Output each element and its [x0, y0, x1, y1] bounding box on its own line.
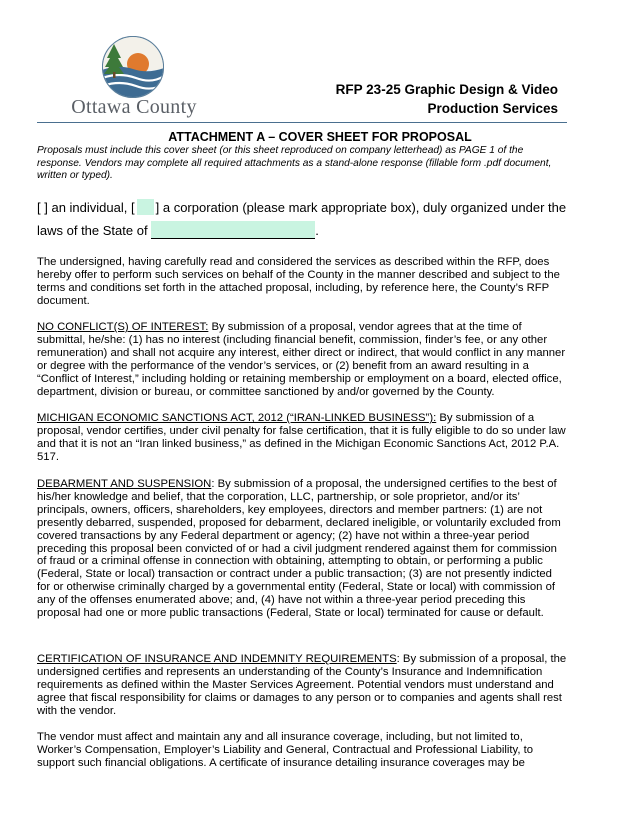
state-period: .: [315, 223, 319, 238]
attachment-title: ATTACHMENT A – COVER SHEET FOR PROPOSAL: [168, 130, 472, 144]
conflict-of-interest-paragraph: [37, 321, 568, 398]
rfp-title-line1: RFP 23-25 Graphic Design & Video: [335, 82, 558, 97]
attachment-instructions: Proposals must include this cover sheet (or this sheet reproduced on company letterhead) as PAGE 1 of the response. Vendors may complete all required attachments as a stand-alone response (fillable form .pdf document, written or typed).: [37, 145, 552, 181]
conflict-body: By submission of a proposal, vendor agrees that at the time of submittal, he/she: (1) has no interest (including financial benefit, commission, finder’s fee, or any other remuneration) and shall not acquire any interest, either direct or indirect, that would conflict in any manner or degree with the performance of the vendor’s services, or (2) benefit from an award resulting in a “Conflict of Interest,” including holding or retaining membership or employment on a board, elected office, department, division or bureau, or committee sanctioned by and/or governed by the County.: [37, 321, 566, 398]
corporation-bracket-close: ]: [155, 200, 160, 215]
corporation-bracket-open: [: [130, 200, 135, 215]
state-input[interactable]: [151, 221, 315, 239]
state-line: [37, 221, 319, 239]
insurance-body: : By submission of a proposal, the undersigned certifies and represents an understanding of the County’s Insurance and Indemnification requirements as defined within the Master Services Agreement. Potential vendors must understand and agree that fiscal responsibility for claims or damages to any person or to companies and agents shall rest with the vendor.: [37, 653, 567, 717]
coverage-paragraph: The vendor must affect and maintain any and all insurance coverage, including, but not limited to, Worker’s Compensation, Employer’s Liability and General, Contractual and Professional Liability, to support such financial obligations. A certificate of insurance detailing insurance coverages may be: [37, 731, 534, 769]
county-name: Ottawa County: [71, 96, 197, 118]
ottawa-county-logo: [64, 36, 204, 122]
insurance-heading: CERTIFICATION OF INSURANCE AND INDEMNITY REQUIREMENTS: [37, 653, 397, 665]
sanctions-paragraph: [37, 412, 568, 464]
debarment-body: : By submission of a proposal, the undersigned certifies to the best of his/her knowledge and belief, that the corporation, LLC, partnership, or sole proprietor, and/or its’ principals, owners, officers, shareholders, key employees, directors and member partners: (1) are not presently debarred, suspended, proposed for debarment, declared ineligible, or voluntarily excluded from covered transactions by any Federal department or agency; (2) have not within a three-year period preceding this proposal been convicted of or had a civil judgment rendered against them for commission of fraud or a criminal offense in connection with obtaining, attempting to obtain, or performing a public (Federal, State or local) transaction or contract under a public transaction; (3) are not presently indicted for or otherwise criminally charged by a governmental entity (Federal, State or local) with commission of any of the offenses enumerated above; and, (4) have not within a three-year period preceding this proposal had one or more public transactions (Federal, State or local) terminated for cause or default.: [37, 478, 561, 620]
corporation-checkbox[interactable]: [137, 199, 154, 215]
entity-type-line: [37, 199, 566, 215]
individual-checkbox[interactable]: [ ]: [37, 200, 48, 215]
header-rule: [37, 122, 567, 123]
debarment-paragraph: [37, 478, 568, 620]
debarment-heading: DEBARMENT AND SUSPENSION: [37, 478, 212, 490]
sanctions-body: By submission of a proposal, vendor certifies, under civil penalty for false certification, that it is fully eligible to do so under law and that it is not an “Iran linked business,” as defined in the Michigan Economic Sanctions Act, 2012 P.A. 517.: [37, 412, 566, 463]
insurance-paragraph: [37, 653, 568, 718]
conflict-heading: NO CONFLICT(S) OF INTEREST:: [37, 321, 209, 333]
state-label: laws of the State of: [37, 223, 148, 238]
individual-label: an individual,: [51, 200, 128, 215]
intro-paragraph: The undersigned, having carefully read and considered the services as described within the RFP, does hereby offer to perform such services on behalf of the County in the manner described and subject to the terms and conditions set forth in the attached proposal, including, by reference here, the County’s RFP document.: [37, 256, 560, 307]
corporation-label: a corporation (please mark appropriate box), duly organized under the: [162, 200, 567, 215]
rfp-title: [336, 80, 558, 118]
county-emblem-icon: [102, 36, 164, 98]
sanctions-heading: MICHIGAN ECONOMIC SANCTIONS ACT, 2012 (“IRAN-LINKED BUSINESS”):: [37, 412, 437, 424]
rfp-title-line2: Production Services: [427, 101, 558, 116]
